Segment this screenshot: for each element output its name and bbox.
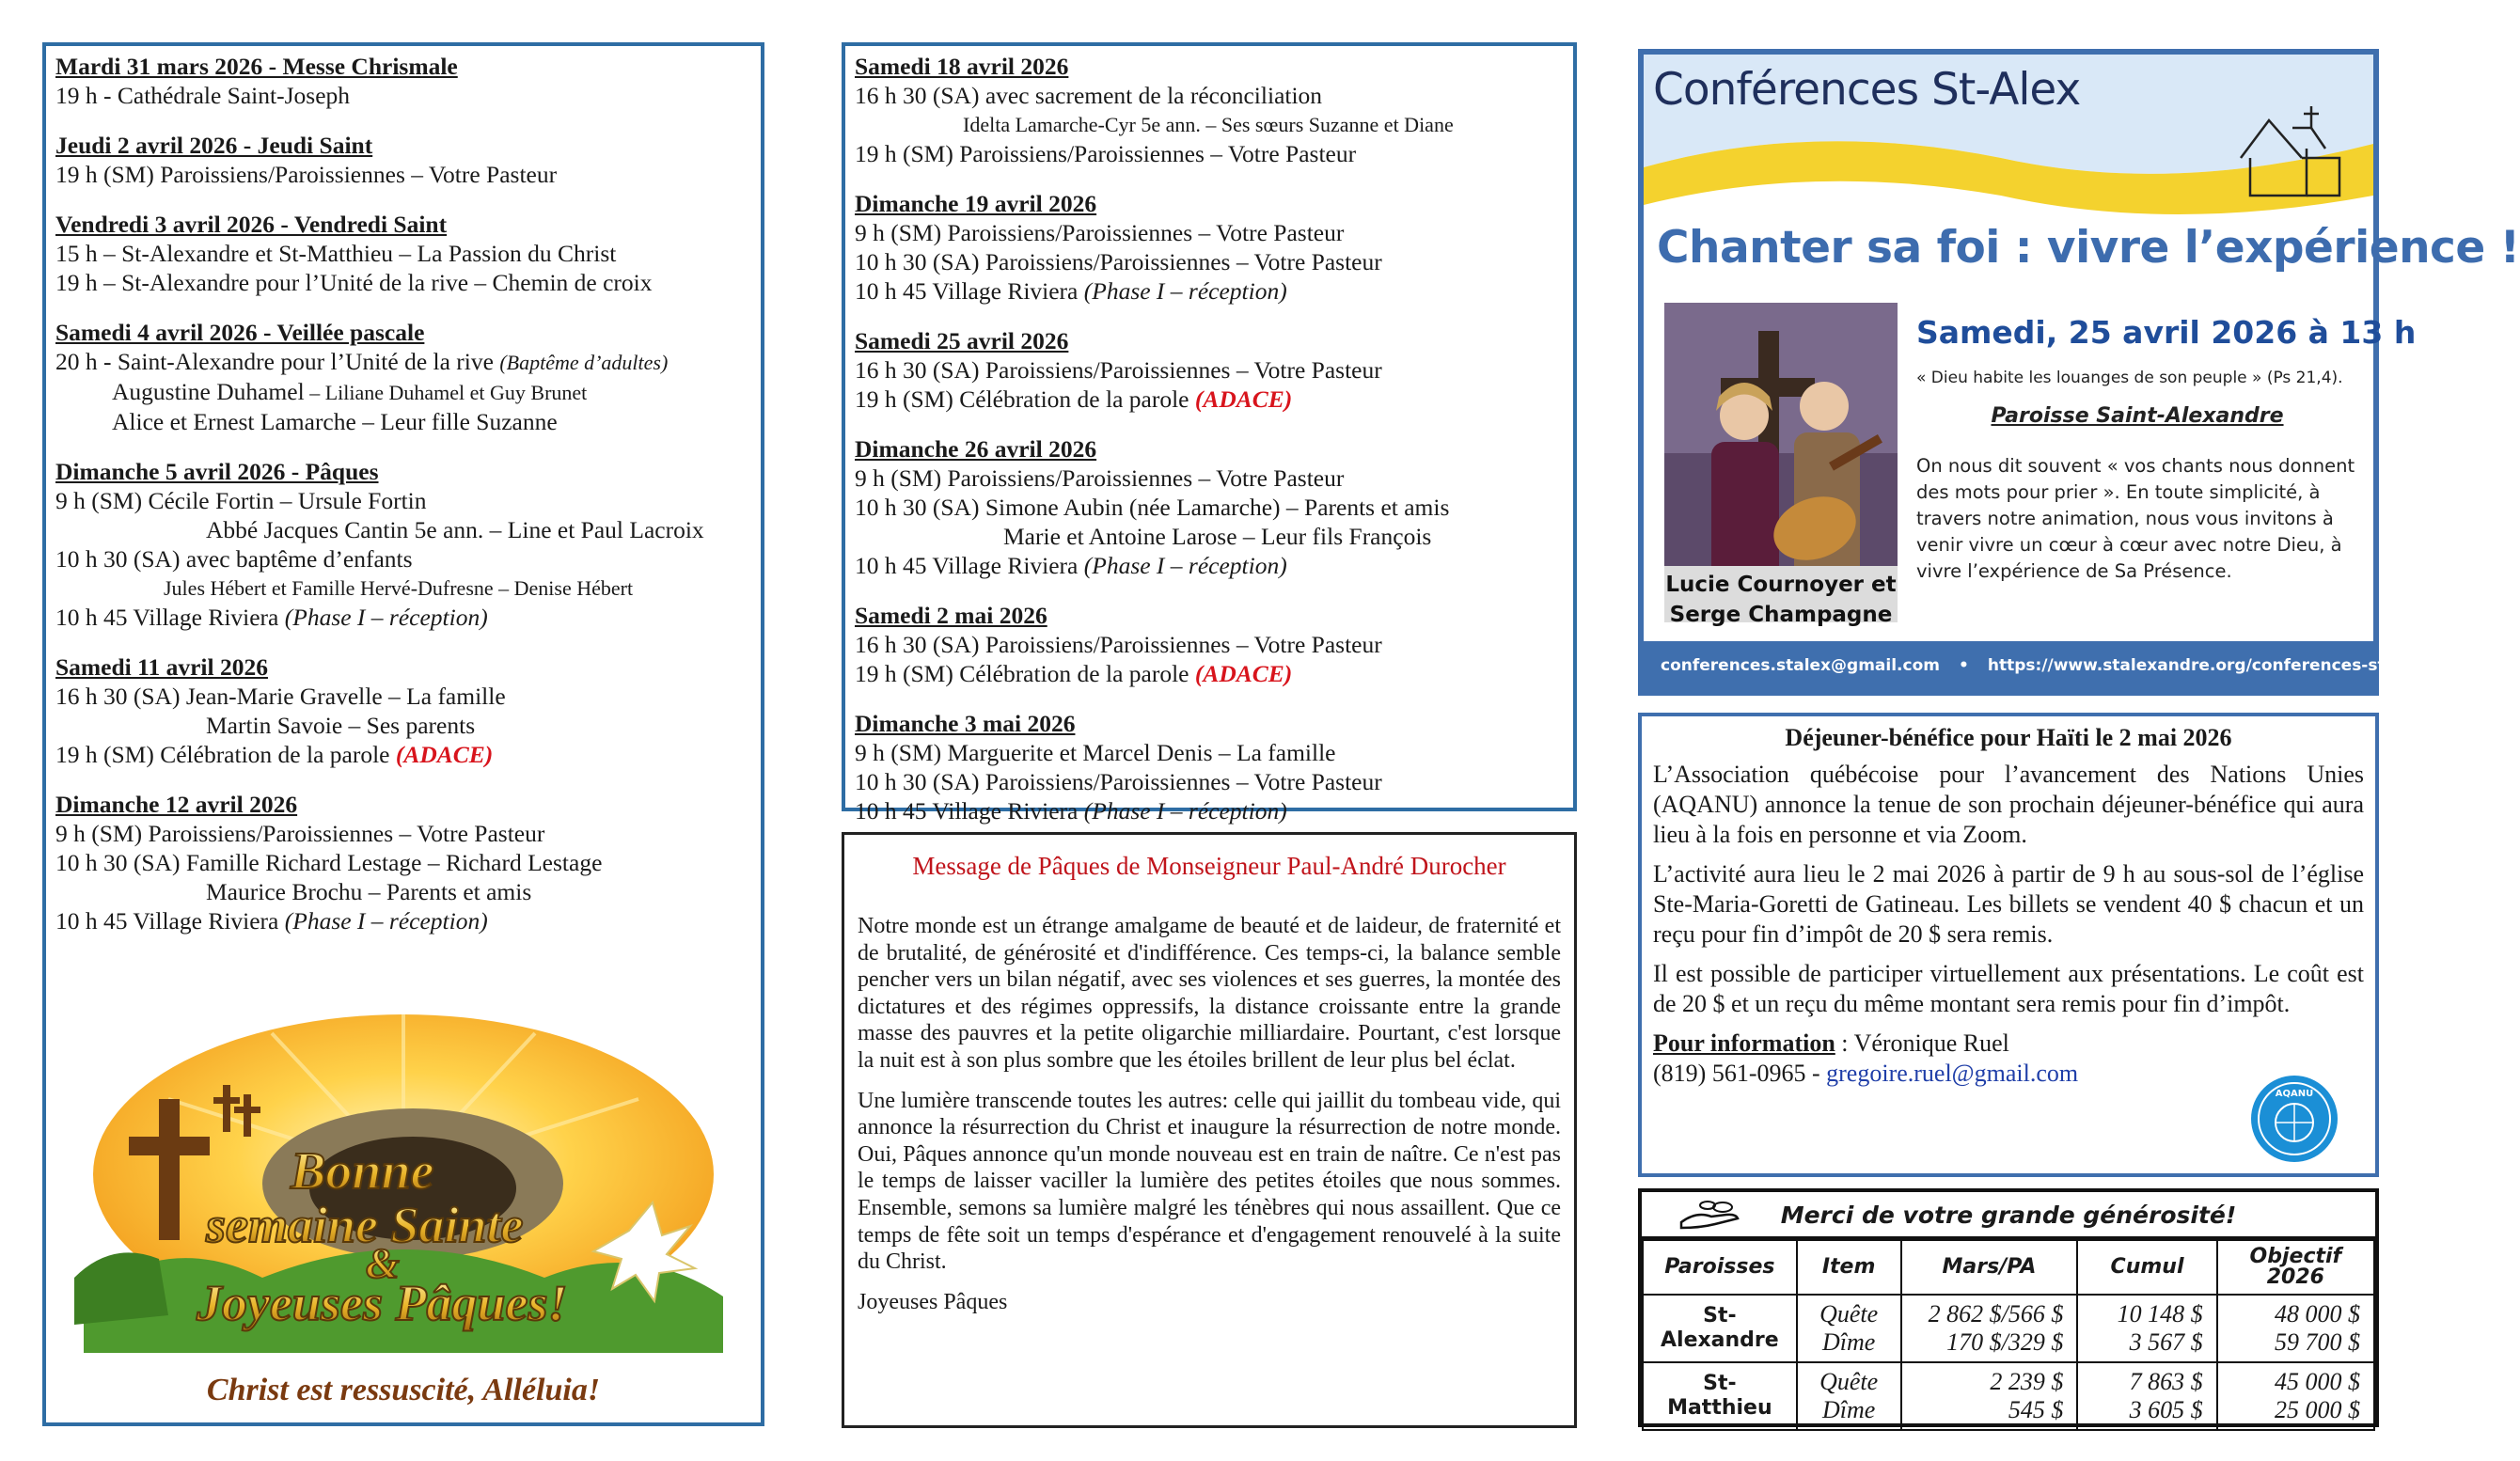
schedule-line-text: 16 h 30 (SA) avec sacrement de la réconciliation	[855, 82, 1323, 109]
header-objectif: Objectif 2026	[2217, 1240, 2374, 1295]
schedule-line	[55, 347, 751, 377]
schedule-line	[55, 81, 751, 110]
fundraiser-paragraph-3: Il est possible de participer virtuellement aux présentations. Le coût est de 20 $ et un reçu du même montant sera remis pour fin d’impôt.	[1653, 960, 2364, 1017]
poster-date: Samedi, 25 avril 2026 à 13 h	[1916, 314, 2417, 351]
schedule-entry	[855, 189, 1564, 306]
mars-dime: 170 $/329 $	[1946, 1328, 2064, 1356]
schedule-date-heading: Dimanche 19 avril 2026	[855, 190, 1097, 217]
schedule-line-text: 10 h 30 (SA) avec baptême d’enfants	[55, 545, 413, 573]
header-item: Item	[1797, 1240, 1901, 1295]
schedule-line-text: 10 h 30 (SA) Famille Richard Lestage – Richard Lestage	[55, 849, 603, 876]
cumul-quete: 7 863 $	[2129, 1368, 2203, 1395]
schedule-line-text: 10 h 45 Village Riviera	[855, 797, 1084, 825]
aqanu-logo	[2249, 1074, 2339, 1164]
poster-headline: Chanter sa foi : vivre l’expérience !	[1657, 222, 2520, 274]
easter-line4: Joyeuses Pâques!	[197, 1275, 568, 1331]
cumul-dime: 3 567 $	[2129, 1328, 2203, 1356]
bullet-icon: •	[1958, 656, 1969, 675]
schedule-line	[855, 355, 1564, 385]
schedule-line-text: Idelta Lamarche-Cyr 5e ann. – Ses sœurs Suzanne et Diane	[963, 113, 1454, 136]
schedule-entry	[855, 52, 1564, 168]
schedule-date-heading: Samedi 18 avril 2026	[855, 53, 1069, 80]
schedule-mid-list	[855, 52, 1564, 825]
poster-quote: « Dieu habite les louanges de son peuple » (Ps 21,4).	[1916, 369, 2343, 387]
mars-dime: 545 $	[2008, 1396, 2064, 1423]
poster-title: Conférences St-Alex	[1653, 64, 2081, 116]
schedule-line	[55, 377, 751, 407]
mars-cell	[1901, 1362, 2078, 1430]
schedule-line-text: 9 h (SM) Cécile Fortin – Ursule Fortin	[55, 487, 427, 514]
schedule-line-text: 10 h 45 Village Riviera	[55, 907, 285, 935]
schedule-date-heading: Dimanche 3 mai 2026	[855, 710, 1076, 737]
item-cell	[1797, 1362, 1901, 1430]
easter-line1: Bonne	[291, 1142, 434, 1201]
schedule-line	[55, 407, 751, 436]
schedule-line	[55, 906, 751, 935]
schedule-line-text: 16 h 30 (SA) Jean-Marie Gravelle – La famille	[55, 683, 506, 710]
schedule-line-text: Marie et Antoine Larose – Leur fils François	[1003, 523, 1432, 550]
aqanu-logo-text: AQANU	[2275, 1089, 2314, 1099]
schedule-line-text: 9 h (SM) Marguerite et Marcel Denis – La famille	[855, 739, 1336, 766]
schedule-date-heading: Dimanche 12 avril 2026	[55, 791, 298, 818]
schedule-line	[55, 848, 751, 877]
schedule-line	[855, 247, 1564, 276]
schedule-line	[855, 81, 1564, 110]
schedule-date-heading: Samedi 11 avril 2026	[55, 653, 268, 681]
donations-title: Merci de votre grande générosité!	[1780, 1202, 2237, 1229]
schedule-line	[855, 276, 1564, 306]
schedule-line-text: 19 h (SM) Célébration de la parole	[55, 741, 396, 768]
schedule-entry	[855, 326, 1564, 414]
schedule-line	[55, 160, 751, 189]
schedule-line	[855, 659, 1564, 688]
conference-poster	[1638, 49, 2520, 696]
schedule-line	[855, 522, 1564, 551]
fundraiser-paragraph-1: L’Association québécoise pour l’avancement des Nations Unies (AQANU) annonce la tenue de son prochain déjeuner-bénéfice qui aura lieu à la fois en personne et via Zoom.	[1653, 761, 2364, 848]
schedule-line-text: Martin Savoie – Ses parents	[206, 712, 476, 739]
schedule-entry	[55, 318, 751, 436]
schedule-line	[55, 544, 751, 573]
easter-message-panel	[842, 832, 1577, 1428]
schedule-line	[855, 493, 1564, 522]
contact-name: Véronique Ruel	[1853, 1029, 2009, 1057]
message-paragraph-1: Notre monde est un étrange amalgame de beauté et de laideur, de fraternité et de brutalité, de générosité et d'indifférence. Ces temps-ci, la balance semble pencher vers un bilan négatif, avec ses violences et ses guerres, la montée des dictatures et des régimes oppressifs, la distance croissante entre la grande masse des pauvres et la petite oligarchie milliardaire. Pourtant, c'est lorsque la nuit est à son plus sombre que les étoiles brillent de leur plus bel éclat.	[858, 914, 1561, 1073]
contact-email[interactable]: gregoire.ruel@gmail.com	[1826, 1060, 2079, 1087]
adace-badge: (ADACE)	[395, 741, 494, 768]
schedule-line	[55, 740, 751, 769]
schedule-date-heading: Mardi 31 mars 2026 - Messe Chrismale	[55, 53, 458, 80]
singers-names	[1664, 570, 1898, 630]
schedule-left-panel	[42, 42, 764, 1426]
fundraiser-contact	[1653, 1029, 2364, 1059]
schedule-line	[855, 463, 1564, 493]
parish-name: St-Matthieu	[1643, 1362, 1797, 1430]
message-title: Message de Pâques de Monseigneur Paul-André Durocher	[912, 852, 1506, 880]
schedule-line-text: 15 h – St-Alexandre et St-Matthieu – La Passion du Christ	[55, 240, 617, 267]
schedule-line	[55, 682, 751, 711]
schedule-line	[55, 268, 751, 297]
schedule-line-note: (Baptême d’adultes)	[499, 351, 669, 374]
poster-description: On nous dit souvent « vos chants nous donnent des mots pour prier ». En toute simplicité, à travers notre animation, nous vous invitons à venir vivre un cœur à cœur avec notre Dieu, à vivre l’expérience de Sa Présence.	[1916, 455, 2355, 582]
schedule-entry	[55, 652, 751, 769]
donations-table-panel	[1638, 1188, 2379, 1427]
fundraiser-title: Déjeuner-bénéfice pour Haïti le 2 mai 2026	[1785, 724, 2232, 751]
message-paragraph-2: Une lumière transcende toutes les autres: celle qui jaillit du tombeau vide, qui annonce la résurrection du Christ et inaugure la résurrection de notre monde. Oui, Pâques annonce qu'un monde nouveau est en train de naître. Ce n'est pas le temps de laisser vaciller la lumière des petites étoiles que nous sommes. Ensemble, semons sa lumière malgré les ténèbres qui nous assaillent. Que ce temps de fête soit un temps d'espérance et d'engagement renouvelé à la suite du Christ.	[858, 1088, 1561, 1275]
schedule-entry	[55, 52, 751, 110]
schedule-line-text: 9 h (SM) Paroissiens/Paroissiennes – Votre Pasteur	[55, 820, 545, 847]
objectif-dime: 59 700 $	[2275, 1328, 2360, 1356]
schedule-line	[55, 573, 751, 603]
schedule-line	[855, 767, 1564, 796]
item-quete: Quête	[1819, 1368, 1879, 1395]
schedule-date-heading: Dimanche 5 avril 2026 - Pâques	[55, 458, 379, 485]
objectif-cell	[2217, 1295, 2374, 1362]
schedule-line-text: 9 h (SM) Paroissiens/Paroissiennes – Votre Pasteur	[855, 219, 1345, 246]
schedule-line-text: 20 h - Saint-Alexandre pour l’Unité de la rive	[55, 348, 500, 375]
mars-quete: 2 862 $/566 $	[1928, 1300, 2064, 1327]
schedule-entry	[855, 709, 1564, 825]
easter-line3: &	[366, 1239, 400, 1287]
fundraiser-paragraph-2: L’activité aura lieu le 2 mai 2026 à partir de 9 h au sous-sol de l’église Ste-Maria-Goretti de Gatineau. Les billets se vendent 40 $ chacun et un reçu pour fin d’impôt de 20 $ sera remis.	[1653, 860, 2364, 948]
schedule-line-text: 10 h 30 (SA) Paroissiens/Paroissiennes – Votre Pasteur	[855, 768, 1382, 795]
schedule-mid-panel	[842, 42, 1577, 825]
schedule-line	[55, 486, 751, 515]
fundraiser-panel	[1638, 713, 2379, 1177]
schedule-line-text: Augustine Duhamel	[112, 378, 305, 405]
objectif-quete: 45 000 $	[2275, 1368, 2360, 1395]
header-cumul: Cumul	[2077, 1240, 2216, 1295]
schedule-line	[855, 796, 1564, 825]
schedule-line	[855, 385, 1564, 414]
adace-badge: (ADACE)	[1194, 385, 1293, 413]
schedule-line-text: 19 h (SM) Célébration de la parole	[855, 660, 1195, 687]
objectif-dime: 25 000 $	[2275, 1396, 2360, 1423]
easter-caption: Christ est ressuscité, Alléluia!	[206, 1373, 601, 1407]
schedule-date-heading: Vendredi 3 avril 2026 - Vendredi Saint	[55, 211, 448, 238]
schedule-line-text: 19 h (SM) Célébration de la parole	[855, 385, 1195, 413]
singer-name-2: Serge Champagne	[1669, 603, 1893, 627]
poster-email[interactable]: conferences.stalex@gmail.com	[1661, 656, 1940, 675]
schedule-date-heading: Samedi 4 avril 2026 - Veillée pascale	[55, 319, 425, 346]
schedule-line-text: 16 h 30 (SA) Paroissiens/Paroissiennes – Votre Pasteur	[855, 631, 1382, 658]
schedule-line	[855, 630, 1564, 659]
schedule-entry	[855, 434, 1564, 580]
poster-url[interactable]: https://www.stalexandre.org/conferences-st-alex	[1987, 656, 2430, 675]
schedule-line-note: (Phase I – réception)	[1083, 552, 1287, 579]
schedule-line	[855, 110, 1564, 139]
schedule-line	[855, 551, 1564, 580]
poster-footer	[1644, 641, 2430, 690]
item-quete: Quête	[1819, 1300, 1879, 1327]
table-row	[1643, 1295, 2374, 1362]
schedule-line-note: (Phase I – réception)	[1083, 797, 1287, 825]
objectif-quete: 48 000 $	[2275, 1300, 2360, 1327]
header-mars: Mars/PA	[1901, 1240, 2078, 1295]
schedule-entry	[855, 601, 1564, 688]
schedule-line-text: Alice et Ernest Lamarche – Leur fille Suzanne	[112, 408, 558, 435]
mars-cell	[1901, 1295, 2078, 1362]
info-separator: :	[1835, 1029, 1854, 1057]
schedule-line	[55, 515, 751, 544]
schedule-line-text: 10 h 45 Village Riviera	[55, 604, 285, 631]
parish-name: St-Alexandre	[1643, 1295, 1797, 1362]
schedule-line	[855, 738, 1564, 767]
schedule-line-text: 19 h – St-Alexandre pour l’Unité de la rive – Chemin de croix	[55, 269, 653, 296]
schedule-line-note: (Phase I – réception)	[1083, 277, 1287, 305]
schedule-line	[55, 603, 751, 632]
schedule-line	[855, 139, 1564, 168]
cumul-cell	[2077, 1295, 2216, 1362]
objectif-cell	[2217, 1362, 2374, 1430]
schedule-date-heading: Samedi 2 mai 2026	[855, 602, 1047, 629]
mars-quete: 2 239 $	[1990, 1368, 2064, 1395]
item-dime: Dîme	[1821, 1396, 1876, 1423]
schedule-left-list	[55, 52, 751, 935]
schedule-date-heading: Samedi 25 avril 2026	[855, 327, 1069, 354]
poster-parish: Paroisse Saint-Alexandre	[1991, 404, 2284, 428]
header-paroisses: Paroisses	[1643, 1240, 1797, 1295]
schedule-date-heading: Jeudi 2 avril 2026 - Jeudi Saint	[55, 132, 373, 159]
schedule-line	[55, 877, 751, 906]
cumul-cell	[2077, 1362, 2216, 1430]
schedule-line	[55, 711, 751, 740]
donations-table	[1642, 1239, 2375, 1431]
schedule-entry	[55, 210, 751, 297]
table-row	[1643, 1362, 2374, 1430]
donations-header	[1642, 1192, 2375, 1239]
schedule-line-text: 19 h (SM) Paroissiens/Paroissiennes – Votre Pasteur	[55, 161, 558, 188]
schedule-line	[55, 819, 751, 848]
schedule-line	[855, 218, 1564, 247]
schedule-line-text: 10 h 30 (SA) Paroissiens/Paroissiennes – Votre Pasteur	[855, 248, 1382, 275]
item-cell	[1797, 1295, 1901, 1362]
table-header-row	[1643, 1240, 2374, 1295]
schedule-entry	[55, 790, 751, 935]
easter-line2: semaine Sainte	[206, 1197, 524, 1253]
schedule-line-text: 10 h 45 Village Riviera	[855, 277, 1084, 305]
adace-badge: (ADACE)	[1194, 660, 1293, 687]
info-label: Pour information	[1653, 1029, 1835, 1057]
schedule-line-text: Jules Hébert et Famille Hervé-Dufresne – Denise Hébert	[164, 576, 634, 600]
schedule-entry	[55, 131, 751, 189]
schedule-date-heading: Dimanche 26 avril 2026	[855, 435, 1097, 463]
schedule-line-text: 16 h 30 (SA) Paroissiens/Paroissiennes – Votre Pasteur	[855, 356, 1382, 384]
schedule-line-note: (Phase I – réception)	[284, 604, 488, 631]
singer-name-1: Lucie Cournoyer et	[1665, 573, 1897, 597]
schedule-line	[55, 239, 751, 268]
schedule-line-text: 9 h (SM) Paroissiens/Paroissiennes – Votre Pasteur	[855, 464, 1345, 492]
item-dime: Dîme	[1821, 1328, 1876, 1356]
schedule-line-text: Maurice Brochu – Parents et amis	[206, 878, 532, 905]
easter-greeting-image	[55, 996, 751, 1423]
schedule-entry	[55, 457, 751, 632]
schedule-line-secondary: – Liliane Duhamel et Guy Brunet	[304, 381, 588, 404]
cumul-quete: 10 148 $	[2117, 1300, 2203, 1327]
schedule-line-note: (Phase I – réception)	[284, 907, 488, 935]
message-closing: Joyeuses Pâques	[858, 1289, 1008, 1314]
contact-phone: (819) 561-0965 -	[1653, 1060, 1827, 1087]
schedule-line-text: 10 h 30 (SA) Simone Aubin (née Lamarche) – Parents et amis	[855, 494, 1450, 521]
cumul-dime: 3 605 $	[2129, 1396, 2203, 1423]
schedule-line-text: Abbé Jacques Cantin 5e ann. – Line et Paul Lacroix	[206, 516, 704, 543]
schedule-line-text: 10 h 45 Village Riviera	[855, 552, 1084, 579]
schedule-line-text: 19 h - Cathédrale Saint-Joseph	[55, 82, 351, 109]
schedule-line-text: 19 h (SM) Paroissiens/Paroissiennes – Votre Pasteur	[855, 140, 1357, 167]
